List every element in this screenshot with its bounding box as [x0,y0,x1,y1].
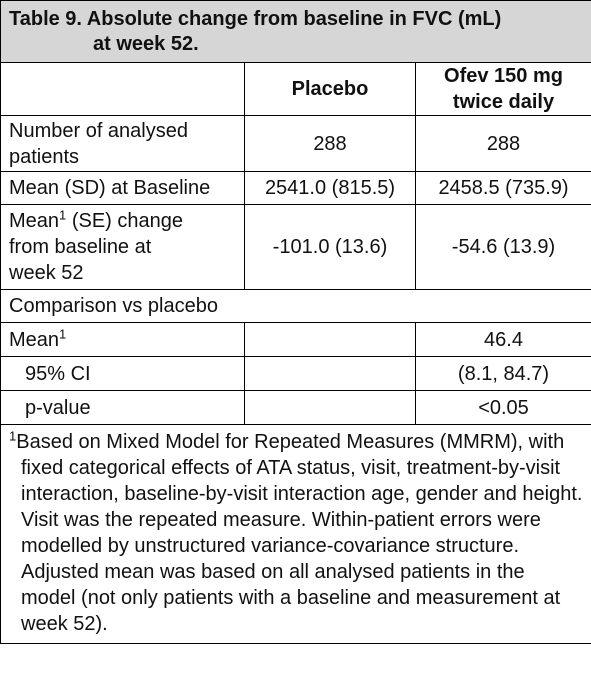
cell-ofev-pvalue: <0.05 [416,391,591,425]
footnote-row [1,425,591,644]
cell-ofev-baseline: 2458.5 (735.9) [416,172,591,205]
row-label-mean [1,323,245,357]
row-label-pvalue: p-value [1,391,245,425]
row-label-line: week 52 [9,262,84,284]
cell-placebo-pvalue-empty [245,391,416,425]
header-ofev-line-1: Ofev 150 mg [444,65,563,87]
table-title [1,1,591,63]
header-ofev [416,63,591,116]
comparison-heading-row [1,290,591,323]
cell-ofev-change: -54.6 (13.9) [416,205,591,290]
header-empty-cell [1,63,245,116]
cell-placebo-mean-empty [245,323,416,357]
row-label-baseline: Mean (SD) at Baseline [1,172,245,205]
title-line-2: at week 52. [93,33,199,55]
header-row [1,63,591,116]
comparison-heading: Comparison vs placebo [1,290,591,323]
footnote-ref: 1 [59,207,67,223]
title-line-1: Table 9. Absolute change from baseline in FVC (mL) [9,8,502,30]
row-label-change [1,205,245,290]
cell-placebo-baseline: 2541.0 (815.5) [245,172,416,205]
footnote-marker: 1 [9,428,17,444]
row-label-line: Mean [9,328,60,351]
row-label-ci: 95% CI [1,357,245,391]
table-row [1,205,591,290]
header-placebo: Placebo [245,63,416,116]
row-label-line: Number of analysed [9,119,188,142]
title-row [1,1,591,63]
footnote-ref: 1 [59,325,67,341]
table-row [1,391,591,425]
header-ofev-line-2: twice daily [452,91,555,113]
cell-ofev-mean: 46.4 [416,323,591,357]
table-row [1,357,591,391]
cell-placebo-change: -101.0 (13.6) [245,205,416,290]
cell-placebo-patients: 288 [245,116,416,172]
footnote [1,425,591,644]
footnote-text: Based on Mixed Model for Repeated Measures (MMRM), with fixed categorical effects of ATA status, visit, treatment-by-visit interaction, baseline-by-visit interaction age, gender and height. Visit was the repeated measure. Within-patient errors were modelled by unstructured variance-covariance structure. Adjusted mean was based on all analysed patients in the model (not only patients with a baseline and measurement at week 52). [16,431,583,635]
table-row [1,172,591,205]
row-label-line: patients [9,145,80,168]
row-label-patients [1,116,245,172]
table-row [1,323,591,357]
cell-ofev-ci: (8.1, 84.7) [416,357,591,391]
cell-ofev-patients: 288 [416,116,591,172]
row-label-line: (SE) change [66,210,183,232]
cell-placebo-ci-empty [245,357,416,391]
table-row [1,116,591,172]
row-label-line: Mean [9,210,60,232]
row-label-line: from baseline at [9,236,152,258]
